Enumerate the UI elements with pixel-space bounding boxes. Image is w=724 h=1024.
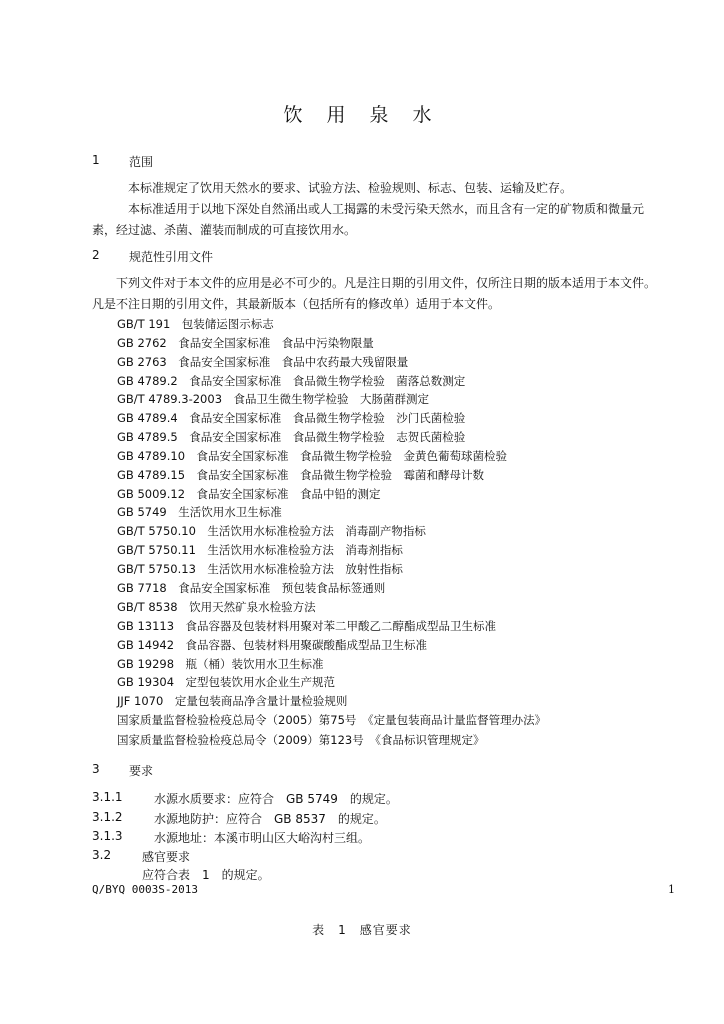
section-label: 规范性引用文件	[129, 250, 214, 264]
reference-item: 国家质量监督检验检疫总局令（2005）第75号 《定量包装商品计量监督管理办法》	[117, 713, 547, 727]
reference-item: GB 4789.10 食品安全国家标准 食品微生物学检验 金黄色葡萄球菌检验	[117, 449, 508, 463]
clause-label: 感官要求	[142, 850, 191, 864]
table-caption: 表 1 感官要求	[312, 923, 412, 937]
page-number: 1	[668, 883, 675, 896]
reference-item: GB 14942 食品容器、包装材料用聚碳酸酯成型品卫生标准	[117, 638, 428, 652]
clause-number: 3.1.2	[92, 810, 123, 824]
reference-item: GB 5749 生活饮用水卫生标准	[117, 505, 282, 519]
document-code: Q/BYQ 0003S-2013	[92, 883, 198, 896]
reference-item: JJF 1070 定量包装商品净含量计量检验规则	[117, 694, 348, 708]
clause-number: 3.1.1	[92, 790, 123, 804]
clause-text: 水源水质要求：应符合 GB 5749 的规定。	[154, 792, 398, 806]
reference-item: GB 2763 食品安全国家标准 食品中农药最大残留限量	[117, 355, 409, 369]
reference-item: GB 4789.4 食品安全国家标准 食品微生物学检验 沙门氏菌检验	[117, 411, 466, 425]
clause-number: 3.2	[92, 848, 112, 862]
scope-paragraph-1: 本标准规定了饮用天然水的要求、试验方法、检验规则、标志、包装、运输及贮存。	[128, 181, 573, 195]
reference-item: GB/T 5750.13 生活饮用水标准检验方法 放射性指标	[117, 562, 403, 576]
reference-item: GB/T 8538 饮用天然矿泉水检验方法	[117, 600, 316, 614]
reference-item: GB/T 5750.11 生活饮用水标准检验方法 消毒剂指标	[117, 543, 403, 557]
clause-text: 水源地址：本溪市明山区大峪沟村三组。	[154, 831, 371, 845]
reference-item: GB 2762 食品安全国家标准 食品中污染物限量	[117, 336, 374, 350]
section-number: 1	[92, 153, 100, 167]
reference-item: GB 4789.2 食品安全国家标准 食品微生物学检验 菌落总数测定	[117, 374, 466, 388]
reference-item: GB 4789.15 食品安全国家标准 食品微生物学检验 霉菌和酵母计数	[117, 468, 485, 482]
reference-item: GB 13113 食品容器及包装材料用聚对苯二甲酸乙二醇酯成型品卫生标准	[117, 619, 497, 633]
reference-item: GB 4789.5 食品安全国家标准 食品微生物学检验 志贺氏菌检验	[117, 430, 466, 444]
reference-item: GB/T 4789.3-2003 食品卫生微生物学检验 大肠菌群测定	[117, 392, 430, 406]
reference-item: GB 7718 食品安全国家标准 预包装食品标签通则	[117, 581, 386, 595]
scope-paragraph-2: 本标准适用于以地下深处自然涌出或人工揭露的未受污染天然水，而且含有一定的矿物质和微量元素，经过滤、杀菌、灌装而制成的可直接饮用水。	[92, 202, 645, 237]
references-intro: 下列文件对于本文件的应用是必不可少的。凡是注日期的引用文件，仅所注日期的版本适用于本文件。凡是不注日期的引用文件，其最新版本（包括所有的修改单）适用于本文件。	[92, 276, 657, 311]
reference-item: GB 5009.12 食品安全国家标准 食品中铅的测定	[117, 487, 381, 501]
reference-item: GB 19298 瓶（桶）装饮用水卫生标准	[117, 657, 324, 671]
reference-item: GB 19304 定型包装饮用水企业生产规范	[117, 675, 336, 689]
clause-text: 水源地防护：应符合 GB 8537 的规定。	[154, 812, 386, 826]
reference-item: 国家质量监督检验检疫总局令（2009）第123号 《食品标识管理规定》	[117, 733, 485, 747]
sensory-requirement-text: 应符合表 1 的规定。	[142, 868, 270, 882]
reference-item: GB/T 5750.10 生活饮用水标准检验方法 消毒副产物指标	[117, 524, 426, 538]
section-number: 2	[92, 248, 100, 262]
section-label: 范围	[129, 155, 154, 169]
section-label: 要求	[129, 764, 154, 778]
document-title: 饮 用 泉 水	[283, 104, 441, 126]
section-number: 3	[92, 762, 100, 776]
reference-item: GB/T 191 包装储运图示标志	[117, 317, 274, 331]
clause-number: 3.1.3	[92, 829, 123, 843]
